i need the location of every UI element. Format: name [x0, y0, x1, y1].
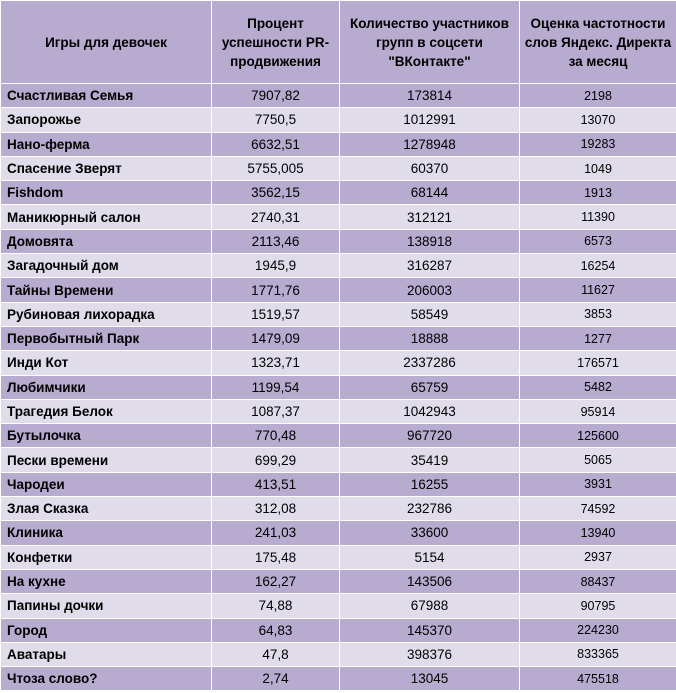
vk-members-cell: 58549 [340, 302, 520, 326]
table-row [1, 569, 676, 593]
table-row [1, 545, 676, 569]
vk-members-cell: 316287 [340, 254, 520, 278]
game-name-cell: На кухне [1, 569, 212, 593]
table-header-row [1, 1, 676, 84]
table-row [1, 108, 676, 132]
yandex-frequency-cell: 13070 [520, 108, 676, 132]
pr-success-cell: 47,8 [212, 642, 340, 666]
yandex-frequency-cell: 6573 [520, 229, 676, 253]
table-row [1, 205, 676, 229]
yandex-frequency-cell: 88437 [520, 569, 676, 593]
table-row [1, 521, 676, 545]
vk-members-cell: 68144 [340, 181, 520, 205]
table-row [1, 326, 676, 350]
vk-members-cell: 312121 [340, 205, 520, 229]
table-row [1, 497, 676, 521]
game-name-cell: Маникюрный салон [1, 205, 212, 229]
pr-success-cell: 1323,71 [212, 351, 340, 375]
game-name-cell: Спасение Зверят [1, 156, 212, 180]
pr-success-cell: 1479,09 [212, 326, 340, 350]
table-row [1, 594, 676, 618]
yandex-frequency-cell: 176571 [520, 351, 676, 375]
pr-success-cell: 2,74 [212, 667, 340, 691]
yandex-frequency-cell: 3931 [520, 472, 676, 496]
yandex-frequency-cell: 19283 [520, 132, 676, 156]
game-name-cell: Трагедия Белок [1, 399, 212, 423]
yandex-frequency-cell: 475518 [520, 667, 676, 691]
yandex-frequency-cell: 224230 [520, 618, 676, 642]
vk-members-cell: 67988 [340, 594, 520, 618]
table-row [1, 351, 676, 375]
vk-members-cell: 232786 [340, 497, 520, 521]
yandex-frequency-cell: 95914 [520, 399, 676, 423]
pr-success-cell: 175,48 [212, 545, 340, 569]
pr-success-cell: 1199,54 [212, 375, 340, 399]
pr-success-cell: 1519,57 [212, 302, 340, 326]
yandex-frequency-cell: 2937 [520, 545, 676, 569]
yandex-frequency-cell: 1277 [520, 326, 676, 350]
game-name-cell: Аватары [1, 642, 212, 666]
table-row [1, 132, 676, 156]
game-name-cell: Рубиновая лихорадка [1, 302, 212, 326]
game-name-cell: Чародеи [1, 472, 212, 496]
pr-success-cell: 1087,37 [212, 399, 340, 423]
vk-members-cell: 1278948 [340, 132, 520, 156]
vk-members-cell: 60370 [340, 156, 520, 180]
pr-success-cell: 413,51 [212, 472, 340, 496]
pr-success-cell: 241,03 [212, 521, 340, 545]
pr-success-cell: 5755,005 [212, 156, 340, 180]
yandex-frequency-cell: 1049 [520, 156, 676, 180]
yandex-frequency-cell: 5482 [520, 375, 676, 399]
pr-success-cell: 7750,5 [212, 108, 340, 132]
pr-success-cell: 770,48 [212, 424, 340, 448]
table-row [1, 642, 676, 666]
header-yandex-frequency: Оценка частотности слов Яндекс. Директа за месяц [520, 1, 676, 84]
yandex-frequency-cell: 3853 [520, 302, 676, 326]
vk-members-cell: 138918 [340, 229, 520, 253]
table-row [1, 84, 676, 108]
game-name-cell: Конфетки [1, 545, 212, 569]
game-name-cell: Первобытный Парк [1, 326, 212, 350]
table-row [1, 424, 676, 448]
game-name-cell: Пески времени [1, 448, 212, 472]
pr-success-cell: 3562,15 [212, 181, 340, 205]
game-name-cell: Счастливая Семья [1, 84, 212, 108]
vk-members-cell: 33600 [340, 521, 520, 545]
yandex-frequency-cell: 74592 [520, 497, 676, 521]
pr-success-cell: 2113,46 [212, 229, 340, 253]
game-name-cell: Город [1, 618, 212, 642]
table-row [1, 254, 676, 278]
vk-members-cell: 5154 [340, 545, 520, 569]
vk-members-cell: 2337286 [340, 351, 520, 375]
vk-members-cell: 35419 [340, 448, 520, 472]
yandex-frequency-cell: 833365 [520, 642, 676, 666]
pr-success-cell: 6632,51 [212, 132, 340, 156]
vk-members-cell: 18888 [340, 326, 520, 350]
game-name-cell: Злая Сказка [1, 497, 212, 521]
pr-success-cell: 1945,9 [212, 254, 340, 278]
game-name-cell: Загадочный дом [1, 254, 212, 278]
table-row [1, 156, 676, 180]
vk-members-cell: 967720 [340, 424, 520, 448]
table-body [1, 84, 676, 691]
vk-members-cell: 65759 [340, 375, 520, 399]
pr-success-cell: 74,88 [212, 594, 340, 618]
table-row [1, 448, 676, 472]
vk-members-cell: 1042943 [340, 399, 520, 423]
game-name-cell: Домовята [1, 229, 212, 253]
header-pr-success: Процент успешности PR-продвижения [212, 1, 340, 84]
yandex-frequency-cell: 13940 [520, 521, 676, 545]
vk-members-cell: 173814 [340, 84, 520, 108]
table-row [1, 375, 676, 399]
header-game-name: Игры для девочек [1, 1, 212, 84]
yandex-frequency-cell: 90795 [520, 594, 676, 618]
vk-members-cell: 143506 [340, 569, 520, 593]
table-row [1, 667, 676, 691]
table-row [1, 618, 676, 642]
yandex-frequency-cell: 1913 [520, 181, 676, 205]
vk-members-cell: 145370 [340, 618, 520, 642]
table-row [1, 278, 676, 302]
yandex-frequency-cell: 16254 [520, 254, 676, 278]
game-name-cell: Папины дочки [1, 594, 212, 618]
pr-success-cell: 64,83 [212, 618, 340, 642]
header-vk-members: Количество участников групп в соцсети "ВКонтакте" [340, 1, 520, 84]
pr-success-cell: 7907,82 [212, 84, 340, 108]
yandex-frequency-cell: 11390 [520, 205, 676, 229]
game-name-cell: Инди Кот [1, 351, 212, 375]
game-name-cell: Любимчики [1, 375, 212, 399]
game-name-cell: Тайны Времени [1, 278, 212, 302]
table-row [1, 302, 676, 326]
game-name-cell: Чтоза слово? [1, 667, 212, 691]
yandex-frequency-cell: 2198 [520, 84, 676, 108]
yandex-frequency-cell: 125600 [520, 424, 676, 448]
vk-members-cell: 1012991 [340, 108, 520, 132]
game-name-cell: Бутылочка [1, 424, 212, 448]
vk-members-cell: 16255 [340, 472, 520, 496]
table-row [1, 472, 676, 496]
vk-members-cell: 398376 [340, 642, 520, 666]
yandex-frequency-cell: 5065 [520, 448, 676, 472]
table-row [1, 229, 676, 253]
pr-success-cell: 162,27 [212, 569, 340, 593]
pr-success-cell: 1771,76 [212, 278, 340, 302]
table-row [1, 181, 676, 205]
game-name-cell: Fishdom [1, 181, 212, 205]
game-name-cell: Нано-ферма [1, 132, 212, 156]
pr-success-cell: 2740,31 [212, 205, 340, 229]
pr-success-cell: 699,29 [212, 448, 340, 472]
vk-members-cell: 13045 [340, 667, 520, 691]
game-name-cell: Запорожье [1, 108, 212, 132]
pr-success-cell: 312,08 [212, 497, 340, 521]
game-name-cell: Клиника [1, 521, 212, 545]
vk-members-cell: 206003 [340, 278, 520, 302]
table-row [1, 399, 676, 423]
yandex-frequency-cell: 11627 [520, 278, 676, 302]
